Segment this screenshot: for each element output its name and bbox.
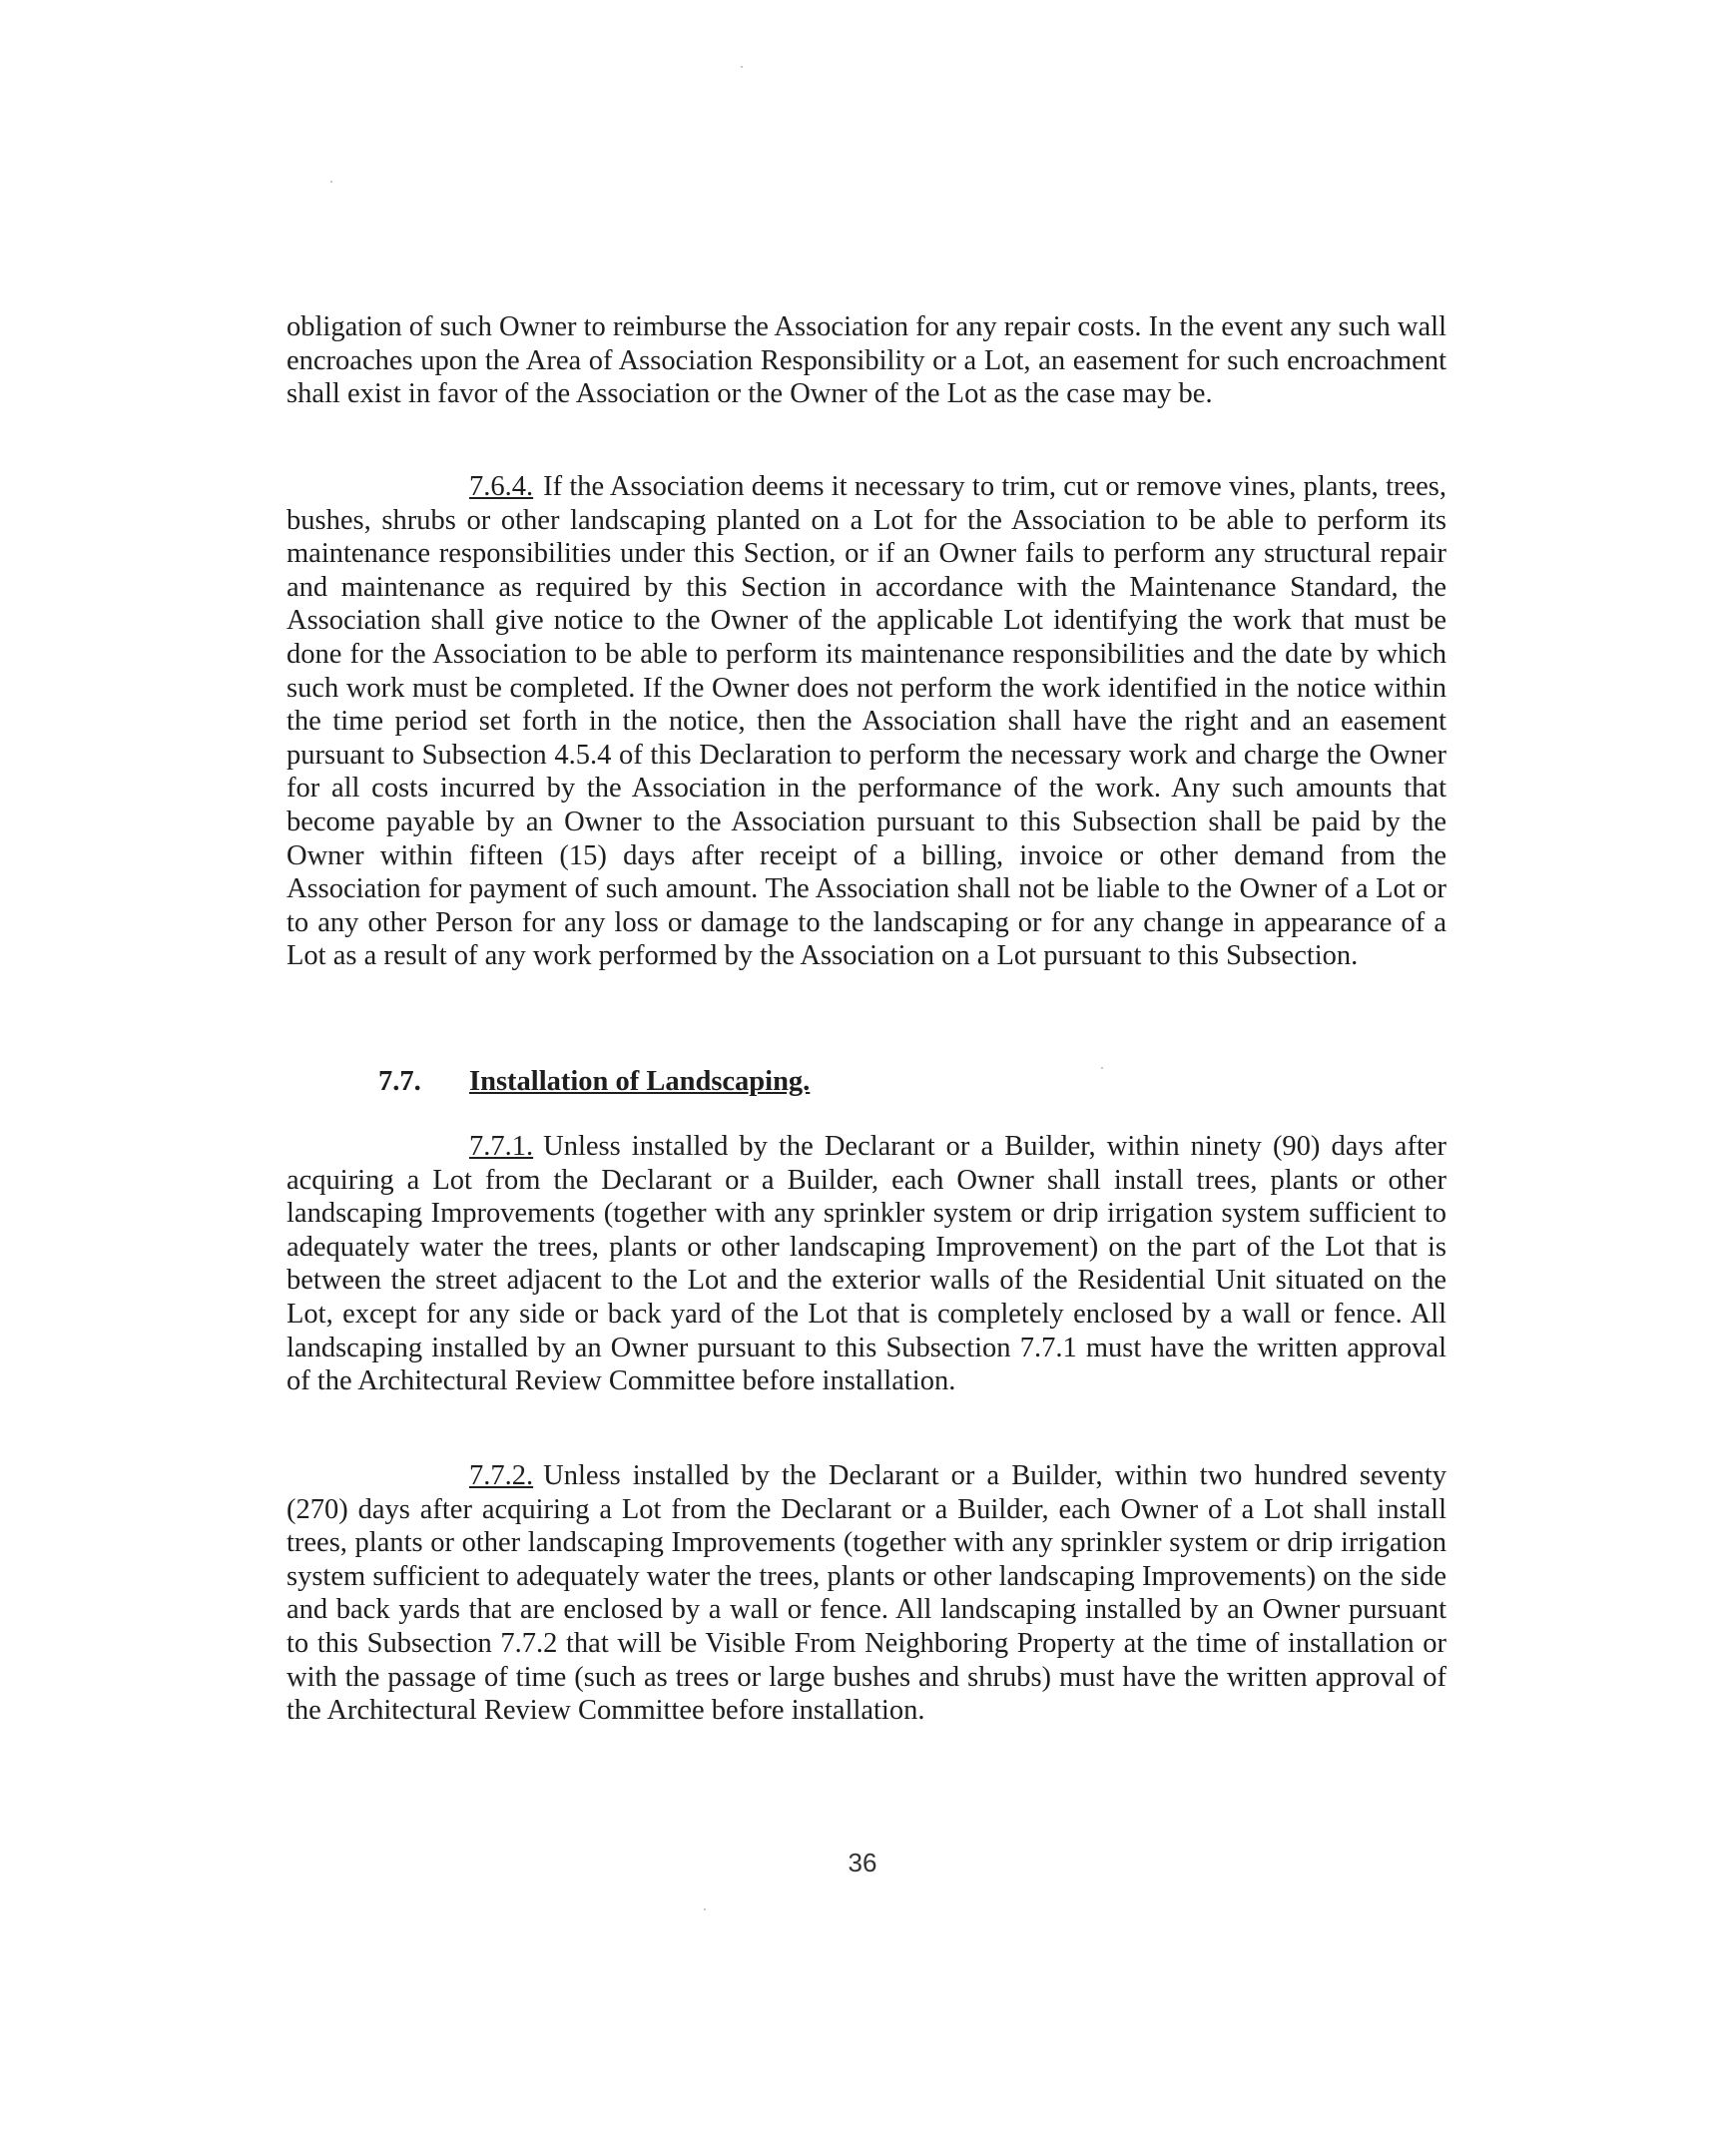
paragraph-7-7-1 xyxy=(287,1130,1446,1398)
continued-paragraph xyxy=(287,310,1446,411)
indent xyxy=(287,1459,543,1493)
paragraph-7-7-2 xyxy=(287,1459,1446,1728)
subsection-number-7-7-2: 7.7.2. xyxy=(469,1460,534,1491)
indent xyxy=(287,470,543,504)
section-title: Installation of Landscaping. xyxy=(469,1066,811,1097)
scan-speck xyxy=(741,66,743,68)
subsection-number-7-6-4: 7.6.4. xyxy=(469,471,534,502)
paragraph-7-7-2-text: Unless installed by the Declarant or a Builder, within two hundred seventy (270) days after acquiring a Lot from the Declarant or a Builder, each Owner of a Lot shall install trees, plants or other landscaping Improvements (together with any sprinkler system or drip irrigation system sufficient to adequately water the trees, plants or other landscaping Improvements) on the side and back yards that are enclosed by a wall or fence. All landscaping installed by an Owner pursuant to this Subsection 7.7.2 that will be Visible From Neighboring Property at the time of installation or with the passage of time (such as trees or large bushes and shrubs) must have the written approval of the Architectural Review Committee before installation. xyxy=(287,1460,1446,1727)
subsection-number-7-7-1: 7.7.1. xyxy=(469,1131,534,1162)
scan-speck xyxy=(1101,1067,1103,1069)
section-number: 7.7. xyxy=(378,1066,421,1097)
continued-paragraph-text: obligation of such Owner to reimburse the Association for any repair costs. In the event any such wall encroaches upon the Area of Association Responsibility or a Lot, an easement for such encroachment shall exist in favor of the Association or the Owner of the Lot as the case may be. xyxy=(287,311,1446,410)
page-number: 36 xyxy=(848,1848,877,1878)
scan-speck xyxy=(704,1908,706,1910)
indent xyxy=(287,1130,543,1164)
paragraph-7-6-4 xyxy=(287,470,1446,973)
paragraph-7-6-4-text: If the Association deems it necessary to trim, cut or remove vines, plants, trees, bushes, shrubs or other landscaping planted on a Lot for the Association to be able to perform its maintenance responsibilities under this Section, or if an Owner fails to perform any structural repair and maintenance as required by this Section in accordance with the Maintenance Standard, the Association shall give notice to the Owner of the applicable Lot identifying the work that must be done for the Association to be able to perform its maintenance responsibilities and the date by which such work must be completed. If the Owner does not perform the work identified in the notice within the time period set forth in the notice, then the Association shall have the right and an easement pursuant to Subsection 4.5.4 of this Declaration to perform the necessary work and charge the Owner for all costs incurred by the Association in the performance of the work. Any such amounts that become payable by an Owner to the Association pursuant to this Subsection shall be paid by the Owner within fifteen (15) days after receipt of a billing, invoice or other demand from the Association for payment of such amount. The Association shall not be liable to the Owner of a Lot or to any other Person for any loss or damage to the landscaping or for any change in appearance of a Lot as a result of any work performed by the Association on a Lot pursuant to this Subsection. xyxy=(287,471,1446,972)
scan-speck xyxy=(330,181,332,183)
paragraph-7-7-1-text: Unless installed by the Declarant or a Builder, within ninety (90) days after acquiring a Lot from the Declarant or a Builder, each Owner shall install trees, plants or other landscaping Improvements (together with any sprinkler system or drip irrigation system sufficient to adequately water the trees, plants or other landscaping Improvement) on the part of the Lot that is between the street adjacent to the Lot and the exterior walls of the Residential Unit situated on the Lot, except for any side or back yard of the Lot that is completely enclosed by a wall or fence. All landscaping installed by an Owner pursuant to this Subsection 7.7.1 must have the written approval of the Architectural Review Committee before installation. xyxy=(287,1131,1446,1397)
